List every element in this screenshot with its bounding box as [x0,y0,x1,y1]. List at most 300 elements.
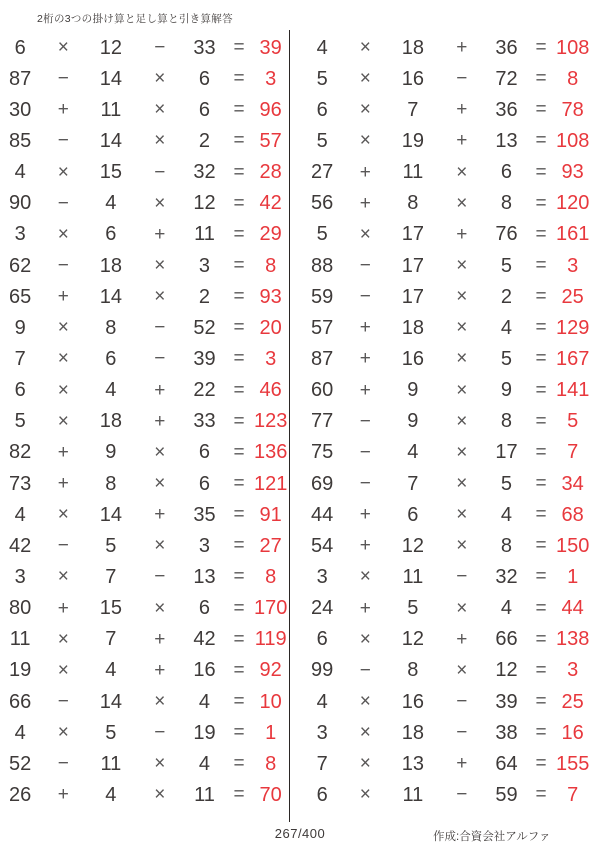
answer: 167 [555,347,590,370]
operator-1: × [359,566,371,588]
operator-1: + [359,379,371,401]
operator-1: − [57,130,69,152]
equals-sign: = [535,99,547,121]
page-number: 267/400 [274,826,326,841]
operator-2: × [456,192,468,214]
equals-sign: = [233,535,245,557]
operand-2: 11 [402,161,424,184]
problem-row [0,624,288,655]
answer: 3 [567,254,579,277]
problem-row [0,748,288,779]
equals-sign: = [535,753,547,775]
operator-1: − [359,441,371,463]
operator-1: − [57,535,69,557]
operator-2: − [154,722,166,744]
operand-1: 44 [311,503,334,526]
operand-1: 90 [9,192,32,215]
equals-sign: = [535,628,547,650]
answer: 16 [561,721,584,744]
problem-row [0,343,288,374]
answer: 29 [259,223,282,246]
operator-2: × [154,597,166,619]
operator-1: − [57,753,69,775]
operator-2: + [456,223,468,245]
answer: 119 [254,628,287,651]
answer: 34 [561,472,584,495]
operand-2: 6 [407,503,419,526]
operand-3: 9 [500,379,513,402]
operand-2: 11 [402,783,424,806]
operator-2: − [456,566,468,588]
operator-2: − [456,691,468,713]
answer: 57 [259,129,282,152]
operand-3: 35 [193,503,216,526]
operand-1: 54 [311,534,334,557]
answer: 136 [253,441,288,464]
operator-2: × [456,255,468,277]
operator-1: × [359,691,371,713]
problem-row [302,468,590,499]
operand-2: 5 [105,534,117,557]
operand-2: 12 [99,36,122,59]
answer: 8 [567,67,579,90]
operator-2: × [154,286,166,308]
operand-1: 42 [9,534,32,557]
operator-2: + [456,37,468,59]
operator-2: × [154,753,166,775]
operand-1: 3 [316,565,328,588]
operand-3: 36 [495,36,518,59]
operand-1: 5 [316,67,328,90]
answer: 5 [567,410,579,433]
operator-1: × [57,410,69,432]
problem-row [0,188,288,219]
problem-row [302,779,590,810]
equals-sign: = [233,597,245,619]
operator-1: × [57,566,69,588]
credit-text: 作成:合資会社アルファ [433,831,551,843]
answer: 155 [555,752,590,775]
operator-1: − [359,473,371,495]
operand-1: 4 [14,503,26,526]
operand-2: 18 [99,254,122,277]
problem-row [0,717,288,748]
operator-1: − [359,659,371,681]
operand-1: 4 [14,721,26,744]
equals-sign: = [233,223,245,245]
equals-sign: = [233,659,245,681]
operator-1: + [57,441,69,463]
operator-1: × [57,659,69,681]
problem-row [302,437,590,468]
operand-1: 56 [311,192,334,215]
answer: 25 [561,690,584,713]
problem-row [302,250,590,281]
problem-row [0,593,288,624]
operand-3: 6 [198,472,211,495]
operand-2: 12 [401,628,424,651]
operator-2: × [456,441,468,463]
operand-1: 4 [316,690,328,713]
problem-row [0,686,288,717]
operand-3: 13 [495,129,518,152]
problem-row [302,530,590,561]
operand-3: 32 [495,565,518,588]
equals-sign: = [535,161,547,183]
equals-sign: = [535,286,547,308]
operator-2: − [456,68,468,90]
operand-3: 39 [193,347,216,370]
column-divider [289,30,291,822]
operand-1: 6 [14,379,26,402]
answer: 1 [265,721,277,744]
answer: 7 [567,441,579,464]
problem-row [0,779,288,810]
problem-row [302,375,590,406]
operator-1: × [359,628,371,650]
answer: 7 [567,783,579,806]
operand-1: 82 [9,441,32,464]
operand-3: 4 [198,690,211,713]
operator-1: × [57,37,69,59]
operator-2: + [456,753,468,775]
problem-row [302,499,590,530]
answer: 141 [555,379,590,402]
operand-3: 4 [500,503,513,526]
operand-3: 2 [198,285,211,308]
answer: 121 [253,472,288,495]
operator-1: + [57,597,69,619]
equals-sign: = [233,161,245,183]
answer: 170 [253,597,288,620]
operator-2: + [154,379,166,401]
problems-column-right [302,32,590,811]
operator-1: × [359,753,371,775]
operand-1: 9 [14,316,26,339]
operator-2: + [456,130,468,152]
operator-2: × [154,473,166,495]
answer: 93 [561,161,584,184]
equals-sign: = [535,192,547,214]
equals-sign: = [233,410,245,432]
equals-sign: = [535,317,547,339]
operator-2: + [456,628,468,650]
operator-2: × [456,286,468,308]
operator-1: × [57,223,69,245]
equals-sign: = [233,130,245,152]
answer: 120 [555,192,590,215]
operand-2: 9 [407,379,419,402]
answer: 25 [561,285,584,308]
operand-3: 42 [193,628,216,651]
equals-sign: = [535,37,547,59]
operand-2: 18 [99,410,122,433]
operand-2: 6 [105,347,117,370]
answer: 129 [555,316,590,339]
operand-3: 52 [193,316,216,339]
problem-row [0,94,288,125]
operand-3: 3 [198,254,211,277]
equals-sign: = [233,317,245,339]
operator-1: × [359,223,371,245]
operand-3: 5 [500,347,513,370]
operand-3: 4 [500,316,513,339]
operator-2: × [456,317,468,339]
operand-2: 8 [105,316,117,339]
operand-1: 69 [311,472,334,495]
operator-1: + [359,535,371,557]
operand-1: 65 [9,285,32,308]
operator-2: − [154,317,166,339]
equals-sign: = [233,691,245,713]
operator-1: + [57,99,69,121]
operand-1: 4 [316,36,328,59]
operand-2: 11 [402,565,424,588]
operand-3: 76 [495,223,518,246]
operand-3: 16 [193,659,216,682]
operand-1: 5 [316,223,328,246]
answer: 108 [555,36,590,59]
answer: 3 [265,67,277,90]
operator-1: − [359,255,371,277]
operator-2: × [456,348,468,370]
operator-2: × [154,441,166,463]
answer: 46 [259,379,282,402]
operand-2: 12 [401,534,424,557]
operand-2: 4 [105,659,117,682]
problem-row [0,499,288,530]
problem-row [0,406,288,437]
problem-row [0,437,288,468]
operand-2: 14 [99,285,122,308]
operator-1: × [359,37,371,59]
operand-1: 27 [311,161,334,184]
operator-2: × [154,130,166,152]
operator-2: × [456,659,468,681]
answer: 8 [265,565,277,588]
operator-2: × [154,255,166,277]
equals-sign: = [233,473,245,495]
operand-3: 32 [193,161,216,184]
operand-2: 17 [401,285,424,308]
operand-2: 7 [407,472,419,495]
operator-2: × [154,99,166,121]
operand-1: 52 [9,752,32,775]
operator-2: + [456,99,468,121]
answer: 28 [259,161,282,184]
operand-3: 2 [500,285,513,308]
operand-3: 72 [495,67,518,90]
operand-1: 87 [311,347,334,370]
operand-3: 59 [495,783,518,806]
equals-sign: = [535,130,547,152]
equals-sign: = [535,441,547,463]
operand-2: 4 [105,192,117,215]
operator-1: − [57,691,69,713]
operator-2: × [456,410,468,432]
operator-2: × [456,161,468,183]
operand-3: 8 [500,410,513,433]
operand-1: 24 [311,597,334,620]
operand-1: 99 [311,659,334,682]
answer: 70 [259,783,282,806]
equals-sign: = [535,223,547,245]
operand-2: 17 [401,254,424,277]
operand-3: 2 [198,129,211,152]
operand-2: 13 [401,752,424,775]
equals-sign: = [233,255,245,277]
operand-2: 9 [105,441,117,464]
operator-1: + [359,161,371,183]
operand-1: 5 [14,410,26,433]
operand-1: 87 [9,67,32,90]
operator-1: + [57,473,69,495]
operand-2: 8 [105,472,117,495]
answer: 27 [259,534,282,557]
operand-2: 17 [401,223,424,246]
operand-1: 66 [9,690,32,713]
operand-3: 36 [495,98,518,121]
operand-3: 39 [495,690,518,713]
problem-row [302,219,590,250]
operand-2: 16 [401,347,424,370]
equals-sign: = [535,597,547,619]
worksheet-title: 2桁の3つの掛け算と足し算と引き算解答 [37,13,233,25]
problem-row [0,281,288,312]
problem-row [302,717,590,748]
problem-row [302,312,590,343]
equals-sign: = [535,535,547,557]
equals-sign: = [535,410,547,432]
operand-2: 11 [100,98,122,121]
operator-1: + [359,348,371,370]
operator-2: + [154,223,166,245]
operator-1: + [359,192,371,214]
equals-sign: = [535,68,547,90]
operand-3: 4 [500,597,513,620]
operand-2: 4 [407,441,419,464]
operand-1: 3 [14,223,26,246]
operand-2: 6 [105,223,117,246]
problem-row [302,94,590,125]
operand-3: 4 [198,752,211,775]
answer: 78 [561,98,584,121]
operand-1: 11 [9,628,31,651]
problem-row [302,593,590,624]
equals-sign: = [535,255,547,277]
problem-row [0,375,288,406]
operand-2: 19 [401,129,424,152]
operator-2: × [456,535,468,557]
operand-1: 4 [14,161,26,184]
operand-3: 8 [500,192,513,215]
operator-1: × [57,504,69,526]
operand-1: 60 [311,379,334,402]
operand-2: 15 [99,161,122,184]
equals-sign: = [233,504,245,526]
operand-1: 30 [9,98,32,121]
operator-1: − [57,255,69,277]
problems-column-left [0,32,288,811]
operand-2: 14 [99,503,122,526]
equals-sign: = [233,379,245,401]
operand-1: 7 [14,347,26,370]
problem-row [0,250,288,281]
operand-2: 18 [401,721,424,744]
problem-row [302,157,590,188]
operand-3: 64 [495,752,518,775]
problem-row [0,157,288,188]
operator-1: × [57,379,69,401]
operand-3: 6 [198,98,211,121]
answer: 96 [259,98,282,121]
operator-2: × [456,379,468,401]
answer: 44 [561,597,584,620]
problem-row [302,188,590,219]
operator-2: + [154,659,166,681]
operand-3: 3 [198,534,211,557]
answer: 42 [259,192,282,215]
operand-3: 17 [495,441,518,464]
operator-1: × [359,130,371,152]
operator-1: + [359,504,371,526]
equals-sign: = [535,473,547,495]
operand-3: 11 [194,223,215,246]
problem-row [302,624,590,655]
problem-row [302,686,590,717]
equals-sign: = [233,348,245,370]
equals-sign: = [535,379,547,401]
answer: 161 [555,223,590,246]
operator-2: × [154,192,166,214]
problem-row [0,655,288,686]
operand-1: 3 [316,721,328,744]
problem-row [302,63,590,94]
equals-sign: = [535,348,547,370]
equals-sign: = [233,566,245,588]
answer: 108 [555,129,590,152]
operand-1: 3 [14,565,26,588]
answer: 3 [567,659,579,682]
answer: 93 [259,285,282,308]
operator-2: − [154,161,166,183]
answer: 123 [253,410,288,433]
operator-2: × [456,504,468,526]
operand-1: 59 [311,285,334,308]
operand-2: 8 [407,659,419,682]
operator-2: × [154,535,166,557]
answer: 39 [259,36,282,59]
equals-sign: = [233,37,245,59]
operator-1: × [359,722,371,744]
answer: 20 [259,316,282,339]
operand-1: 85 [9,129,32,152]
operand-2: 4 [105,783,117,806]
operator-1: − [359,286,371,308]
operand-2: 7 [105,628,117,651]
problem-row [302,655,590,686]
operator-2: − [154,37,166,59]
problem-row [0,219,288,250]
answer: 138 [555,628,590,651]
answer: 10 [259,690,282,713]
operand-1: 57 [311,316,334,339]
operand-3: 13 [193,565,216,588]
equals-sign: = [233,68,245,90]
problem-row [302,281,590,312]
operator-1: − [57,192,69,214]
operand-2: 16 [401,690,424,713]
